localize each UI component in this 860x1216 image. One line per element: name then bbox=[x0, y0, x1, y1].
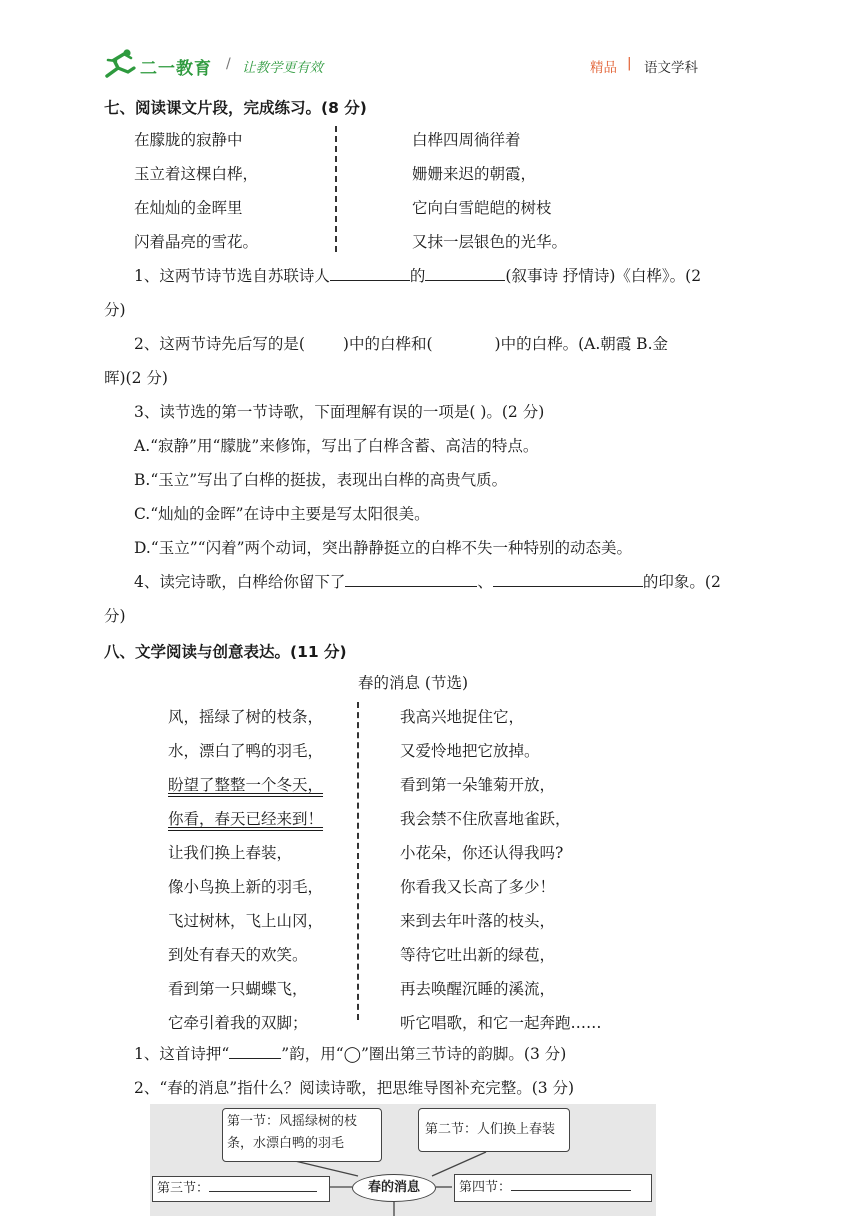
q1-text-b: 的 bbox=[409, 267, 426, 285]
s8-q1-text-b: ”韵，用“◯”圈出第三节诗的韵脚。(3 分) bbox=[281, 1045, 567, 1063]
section7-title: 七、阅读课文片段，完成练习。(8 分) bbox=[104, 99, 367, 117]
q1-text-a: 1、这两节诗节选自苏联诗人 bbox=[134, 267, 330, 285]
tag-quality: 精品 bbox=[590, 60, 617, 76]
poem-line: 来到去年叶落的枝头， bbox=[400, 912, 556, 930]
poem-line: 我高兴地捉住它， bbox=[400, 708, 525, 726]
node-4-label: 第四节： bbox=[459, 1180, 512, 1195]
s7-question-4 bbox=[134, 572, 721, 592]
answer-blank[interactable] bbox=[493, 572, 643, 587]
s8-q1-text-a: 1、这首诗押“ bbox=[134, 1045, 230, 1063]
poem-line: 看到第一朵雏菊开放， bbox=[400, 776, 556, 794]
node-1-line-2: 条，水漂白鸭的羽毛 bbox=[227, 1136, 345, 1151]
answer-blank[interactable] bbox=[511, 1178, 631, 1191]
poem-line: 我会禁不住欣喜地雀跃， bbox=[400, 810, 571, 828]
s7-question-3: 3、读节选的第一节诗歌，下面理解有误的一项是( )。(2 分) bbox=[134, 403, 545, 421]
s7-question-1 bbox=[134, 266, 701, 286]
poem-line: 再去唤醒沉睡的溪流， bbox=[400, 980, 556, 998]
poem-line: 等待它吐出新的绿苞， bbox=[400, 946, 556, 964]
q2-text-b: )中的白桦和( bbox=[342, 335, 433, 353]
answer-blank[interactable] bbox=[345, 572, 477, 587]
poem-line: 看到第一只蝴蝶飞， bbox=[168, 980, 308, 998]
poem-divider bbox=[357, 702, 359, 1020]
s8-question-2: 2、“春的消息”指什么？阅读诗歌，把思维导图补充完整。(3 分) bbox=[134, 1079, 575, 1097]
node-1-line-1: 第一节：风摇绿树的枝 bbox=[227, 1114, 358, 1129]
q4-text-b: 、 bbox=[477, 573, 493, 591]
poem-line: 让我们换上春装， bbox=[168, 844, 293, 862]
poem-line: 你看我又长高了多少！ bbox=[400, 878, 556, 896]
answer-blank[interactable] bbox=[425, 266, 505, 281]
poem-line: 在灿灿的金晖里 bbox=[134, 199, 243, 217]
header-slash: / bbox=[226, 56, 231, 72]
answer-blank[interactable] bbox=[209, 1179, 317, 1192]
poem-line-underlined: 盼望了整整一个冬天， bbox=[168, 776, 324, 794]
mind-map-node-4[interactable] bbox=[454, 1174, 652, 1202]
header-divider: | bbox=[627, 55, 632, 71]
poem-line: 姗姗来迟的朝霞， bbox=[412, 165, 537, 183]
q4-text-c: 的印象。(2 bbox=[642, 573, 721, 591]
section8-title: 八、文学阅读与创意表达。(11 分) bbox=[104, 643, 347, 661]
mind-map-node-1 bbox=[222, 1108, 382, 1162]
q2-text-a: 2、这两节诗先后写的是( bbox=[134, 335, 305, 353]
mind-map-center bbox=[352, 1174, 436, 1202]
poem-line: 飞过树林，飞上山冈， bbox=[168, 912, 324, 930]
s7-option-a[interactable]: A.“寂静”用“朦胧”来修饰，写出了白桦含蓄、高洁的特点。 bbox=[134, 437, 539, 455]
mind-map-node-3[interactable] bbox=[152, 1176, 330, 1202]
poem-line: 又爱怜地把它放掉。 bbox=[400, 742, 540, 760]
q4-text-a: 4、读完诗歌，白桦给你留下了 bbox=[134, 573, 346, 591]
poem-line: 闪着晶亮的雪花。 bbox=[134, 233, 259, 251]
poem-divider bbox=[335, 126, 337, 252]
header-slogan: 让教学更有效 bbox=[242, 60, 323, 76]
poem-line-underlined: 你看，春天已经来到！ bbox=[168, 810, 324, 828]
poem-line: 听它唱歌，和它一起奔跑…… bbox=[400, 1014, 602, 1032]
mind-map-node-2 bbox=[418, 1108, 570, 1152]
poem-line: 又抹一层银色的光华。 bbox=[412, 233, 568, 251]
answer-blank[interactable] bbox=[229, 1044, 281, 1059]
node-2-label: 第二节：人们换上春装 bbox=[425, 1122, 556, 1137]
poem-line: 它牵引着我的双脚； bbox=[168, 1014, 308, 1032]
poem-line: 到处有春天的欢笑。 bbox=[168, 946, 308, 964]
s7-question-2 bbox=[134, 334, 668, 354]
poem-line: 水，漂白了鸭的羽毛， bbox=[168, 742, 324, 760]
tag-subject: 语文学科 bbox=[644, 60, 698, 76]
s7-question-2-cont: 晖)(2 分) bbox=[104, 369, 168, 387]
s7-question-4-cont: 分) bbox=[104, 607, 126, 625]
poem-line: 风，摇绿了树的枝条， bbox=[168, 708, 324, 726]
s7-option-d[interactable]: D.“玉立”“闪着”两个动词，突出静静挺立的白桦不失一种特别的动态美。 bbox=[134, 539, 633, 557]
s7-question-1-cont: 分) bbox=[104, 301, 126, 319]
poem-title: 春的消息 (节选) bbox=[358, 674, 469, 692]
s7-option-b[interactable]: B.“玉立”写出了白桦的挺拔，表现出白桦的高贵气质。 bbox=[134, 471, 508, 489]
s8-question-1 bbox=[134, 1044, 566, 1064]
runner-logo-icon bbox=[104, 48, 138, 80]
poem-line: 小花朵，你还认得我吗? bbox=[400, 844, 564, 862]
poem-line: 像小鸟换上新的羽毛， bbox=[168, 878, 324, 896]
q1-text-c: (叙事诗 抒情诗)《白桦》。(2 bbox=[505, 267, 702, 285]
q2-text-c: )中的白桦。(A.朝霞 B.金 bbox=[494, 335, 668, 353]
brand-name: 二一教育 bbox=[140, 59, 212, 79]
center-label: 春的消息 bbox=[367, 1180, 420, 1195]
s7-option-c[interactable]: C.“灿灿的金晖”在诗中主要是写太阳很美。 bbox=[134, 505, 430, 523]
poem-line: 玉立着这棵白桦， bbox=[134, 165, 259, 183]
mind-map bbox=[150, 1104, 656, 1216]
poem-line: 它向白雪皑皑的树枝 bbox=[412, 199, 552, 217]
poem-line: 白桦四周徜徉着 bbox=[412, 131, 521, 149]
poem-line: 在朦胧的寂静中 bbox=[134, 131, 243, 149]
node-3-label: 第三节： bbox=[157, 1181, 210, 1196]
answer-blank[interactable] bbox=[330, 266, 410, 281]
